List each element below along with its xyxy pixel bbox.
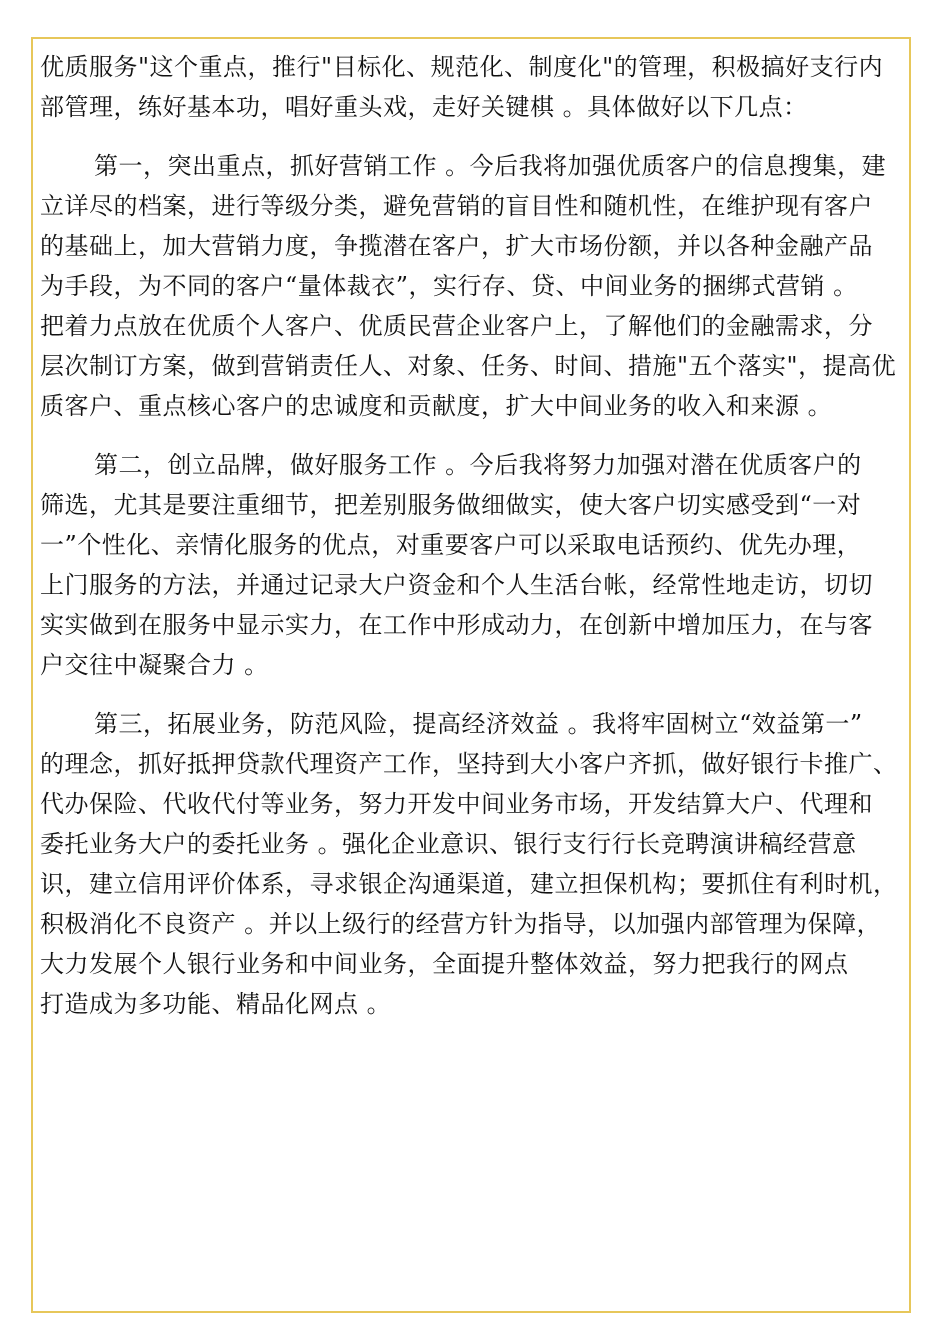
text-line: 上门服务的方法，并通过记录大户资金和个人生活台帐，经常性地走访，切切 [40,571,873,599]
text-line: 把着力点放在优质个人客户、优质民营企业客户上，了解他们的金融需求，分 [40,312,873,340]
text-line: 优质服务"这个重点，推行"目标化、规范化、制度化"的管理，积极搞好支行内 [40,53,884,81]
text-line: 一”个性化、亲情化服务的优点，对重要客户可以采取电话预约、优先办理， [40,531,862,559]
text-line: 第一，突出重点，抓好营销工作 。今后我将加强优质客户的信息搜集，建 [94,152,887,180]
text-line: 积极消化不良资产 。并以上级行的经营方针为指导，以加强内部管理为保障， [40,910,882,938]
text-line: 部管理，练好基本功，唱好重头戏，走好关键棋 。具体做好以下几点： [40,93,808,121]
text-line: 委托业务大户的委托业务 。强化企业意识、银行支行行长竞聘演讲稿经营意 [40,830,857,858]
text-line: 识，建立信用评价体系，寻求银企沟通渠道，建立担保机构；要抓住有利时机， [40,870,898,898]
paragraph-point-3 [40,704,910,1024]
text-line: 的理念，抓好抵押贷款代理资产工作，坚持到大小客户齐抓，做好银行卡推广、 [40,750,898,778]
paragraph-point-1 [40,146,910,426]
text-line: 第三，拓展业务，防范风险，提高经济效益 。我将牢固树立“效益第一” [94,710,863,738]
text-line: 层次制订方案，做到营销责任人、对象、任务、时间、措施"五个落实"，提高优 [40,352,897,380]
text-line: 质客户、重点核心客户的忠诚度和贡献度，扩大中间业务的收入和来源 。 [40,392,833,420]
text-line: 代办保险、代收代付等业务，努力开发中间业务市场，开发结算大户、代理和 [40,790,873,818]
text-line: 大力发展个人银行业务和中间业务，全面提升整体效益，努力把我行的网点 [40,950,849,978]
text-line: 为手段，为不同的客户“量体裁衣”，实行存、贷、中间业务的捆绑式营销 。 [40,272,858,300]
text-line: 立详尽的档案，进行等级分类，避免营销的盲目性和随机性，在维护现有客户 [40,192,873,220]
paragraph-point-2 [40,445,910,685]
text-line: 筛选，尤其是要注重细节，把差别服务做细做实，使大客户切实感受到“一对 [40,491,862,519]
text-line: 第二，创立品牌，做好服务工作 。今后我将努力加强对潜在优质客户的 [94,451,862,479]
text-line: 户交往中凝聚合力 。 [40,651,269,679]
text-line: 实实做到在服务中显示实力，在工作中形成动力，在创新中增加压力，在与客 [40,611,873,639]
document-body [40,47,910,1043]
text-line: 打造成为多功能、精品化网点 。 [40,990,392,1018]
paragraph-intro [40,47,910,127]
text-line: 的基础上，加大营销力度，争揽潜在客户，扩大市场份额，并以各种金融产品 [40,232,873,260]
